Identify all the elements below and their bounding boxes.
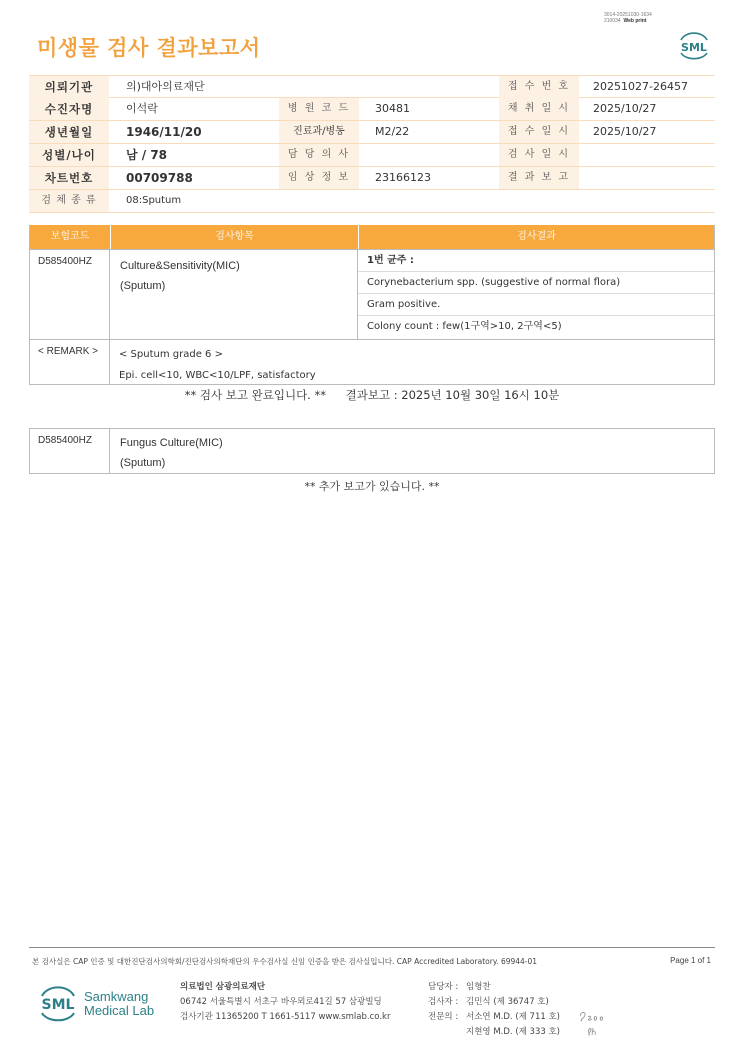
footer-divider [29, 947, 715, 948]
clinical-label: 임 상 정 보 [279, 167, 359, 189]
hospital-code-label: 병 원 코 드 [279, 98, 359, 120]
staff-name: 임형찬 [466, 982, 491, 992]
staff-list [428, 980, 560, 1040]
sml-logo-text: SML [681, 41, 707, 54]
requester-value: 의)대아의료재단 [126, 80, 205, 93]
org-name: 의료법인 삼광의료재단 [180, 982, 266, 992]
chart-value: 00709788 [126, 171, 193, 185]
sml-footer-logo-icon [37, 980, 79, 1026]
result-organism: Corynebacterium spp. (suggestive of normal flora) [358, 272, 714, 294]
report-title: 미생물 검사 결과보고서 [37, 36, 261, 60]
organization-info [180, 980, 390, 1025]
signature-icon [578, 1008, 612, 1038]
remark-label: < REMARK > [30, 340, 110, 384]
results-header [30, 225, 714, 249]
info-row [29, 144, 715, 167]
insurance-code: D585400HZ [30, 250, 110, 339]
results-table [29, 225, 715, 385]
info-row [29, 98, 715, 121]
report-time: 결과보고 : 2025년 10월 30일 16시 10분 [345, 388, 560, 402]
insurance-code: D585400HZ [30, 429, 110, 473]
test-item-name: Culture&Sensitivity(MIC) [120, 260, 240, 272]
test-item-specimen: (Sputum) [120, 280, 166, 292]
clinical-value: 23166123 [375, 171, 431, 184]
test-date-label: 검 사 일 시 [499, 144, 579, 166]
collect-date-value: 2025/10/27 [593, 102, 657, 115]
sml-footer-logo-text: SML [41, 997, 75, 1013]
additional-report-notice: ** 추가 보고가 있습니다. ** [304, 480, 440, 493]
staff-role: 담당자 : [428, 982, 459, 992]
table-row [30, 249, 714, 339]
info-row [29, 75, 715, 98]
patient-label: 수진자명 [29, 98, 109, 120]
dept-value: M2/22 [375, 125, 410, 138]
org-address: 06742 서울특별시 서초구 바우뫼로41길 57 삼광빌딩 [180, 997, 382, 1007]
receipt-date-value: 2025/10/27 [593, 125, 657, 138]
report-label: 결 과 보 고 [499, 167, 579, 189]
birth-label: 생년월일 [29, 121, 109, 143]
org-contact: 검사기관 11365200 T 1661-5117 www.smlab.co.kr [180, 1012, 391, 1022]
web-print-label: Web print [623, 18, 647, 24]
test-item-name: Fungus Culture(MIC) [120, 437, 223, 449]
sex-age-value: 남 / 78 [126, 148, 168, 162]
remark-detail: Epi. cell<10, WBC<10/LPF, satisfactory [119, 370, 316, 381]
result-gram: Gram positive. [358, 294, 714, 316]
staff-row [428, 1025, 560, 1040]
staff-role: 검사자 : [428, 997, 459, 1007]
staff-row [428, 980, 560, 995]
brand-line-1: Samkwang [84, 989, 149, 1004]
staff-name: 지현영 M.D. (제 333 호) [466, 1027, 561, 1037]
staff-row [428, 995, 560, 1010]
col-test-item: 검사항목 [110, 225, 358, 249]
staff-name: 서소연 M.D. (제 711 호) [466, 1012, 561, 1022]
remark-row [30, 339, 714, 384]
certification-text: 본 검사실은 CAP 인증 및 대한진단검사의학회/진단검사의학재단의 우수검사실 신임 인증을 받은 검사실입니다. CAP Accredited Laboratory. 69944-01 [32, 957, 538, 966]
remark-text [110, 340, 316, 386]
print-meta-id: 3014-20251030-1634 [604, 12, 652, 18]
patient-info-table [29, 75, 715, 213]
staff-role: 전문의 : [428, 1012, 459, 1022]
chart-label: 차트번호 [29, 167, 109, 189]
requester-label: 의뢰기관 [29, 76, 109, 98]
staff-role [428, 1025, 466, 1040]
info-row [29, 190, 715, 213]
result-strain: 1번 균주 : [358, 250, 714, 272]
birth-value: 1946/11/20 [126, 125, 202, 139]
collect-date-label: 채 취 일 시 [499, 98, 579, 120]
test-item [110, 250, 358, 339]
test-result [358, 250, 714, 338]
test-item [110, 429, 223, 473]
brand-line-2: Medical Lab [84, 1003, 155, 1018]
patient-value: 이석락 [126, 102, 158, 115]
sex-age-label: 성별/나이 [29, 144, 109, 166]
info-row [29, 121, 715, 144]
brand-name [84, 990, 154, 1018]
info-row [29, 167, 715, 190]
print-meta [604, 12, 652, 24]
print-meta-code: 210034 [604, 18, 621, 24]
report-complete-line [0, 387, 744, 403]
specimen-value: 08:Sputum [126, 195, 182, 206]
remark-grade: < Sputum grade 6 > [119, 349, 223, 360]
hospital-code-value: 30481 [375, 102, 410, 115]
sml-logo-icon [676, 28, 712, 60]
page-number: Page 1 of 1 [670, 956, 711, 965]
staff-row [428, 1010, 560, 1025]
doctor-label: 담 당 의 사 [279, 144, 359, 166]
test-item-specimen: (Sputum) [120, 457, 166, 469]
receipt-no-label: 접 수 번 호 [499, 76, 579, 98]
result-colony-count: Colony count : few(1구역>10, 2구역<5) [367, 321, 562, 332]
receipt-date-label: 접 수 일 시 [499, 121, 579, 143]
col-insurance-code: 보험코드 [50, 231, 90, 242]
specimen-label: 검 체 종 류 [29, 190, 109, 212]
report-complete-text: ** 검사 보고 완료입니다. ** [184, 388, 326, 402]
col-test-result: 검사결과 [358, 225, 714, 249]
staff-name: 김민식 (제 36747 호) [466, 997, 549, 1007]
dept-label: 진료과/병동 [279, 121, 359, 143]
receipt-no-value: 20251027-26457 [593, 80, 688, 93]
results-table-2 [29, 428, 715, 474]
